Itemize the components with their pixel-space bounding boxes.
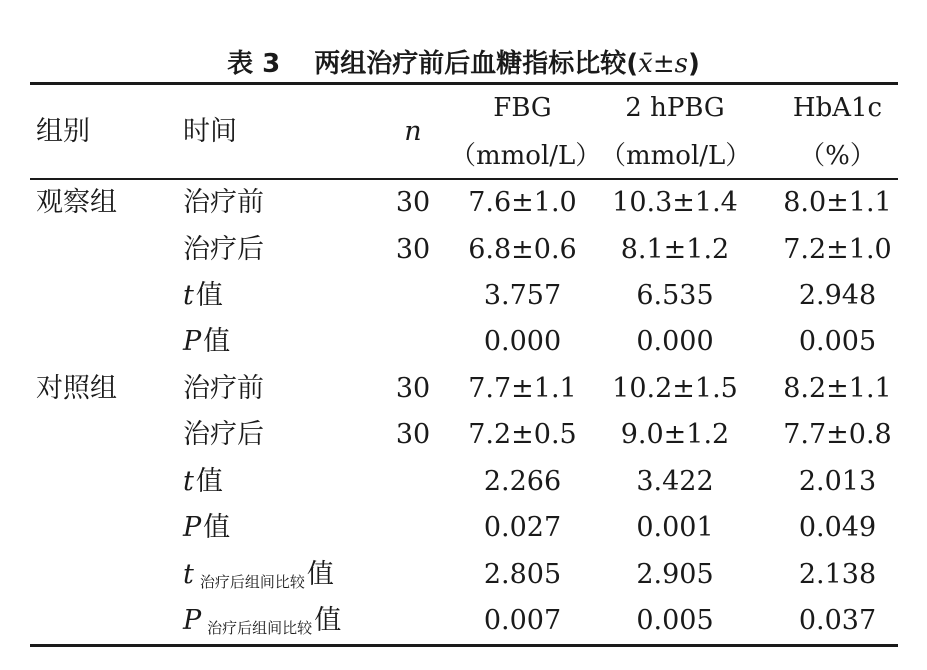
row-time: 治疗前 xyxy=(183,187,264,218)
stat-symbol: t xyxy=(183,466,194,497)
header-hba: HbA1c xyxy=(792,93,883,123)
row-hpbg: 6.535 xyxy=(636,280,714,311)
row-n: 30 xyxy=(395,419,431,450)
header-hpbg: 2 hPBG xyxy=(625,93,725,123)
stat-suffix: 值 xyxy=(306,559,334,590)
row-hba: 7.2±1.0 xyxy=(783,234,892,265)
stat-symbol: t xyxy=(183,559,194,590)
row-n: 30 xyxy=(395,234,431,265)
header-n: n xyxy=(404,116,422,147)
row-time xyxy=(183,322,230,362)
header-rule xyxy=(30,178,898,180)
stat-symbol: P xyxy=(183,605,202,636)
row-hpbg: 2.905 xyxy=(636,559,714,590)
row-time: 治疗前 xyxy=(183,373,264,404)
row-fbg: 6.8±0.6 xyxy=(468,234,577,265)
row-fbg: 2.266 xyxy=(483,466,562,497)
stat-suffix: 值 xyxy=(195,280,223,311)
table-title-stat: x̄±s xyxy=(638,49,688,79)
row-hba: 8.0±1.1 xyxy=(783,187,892,218)
stat-suffix: 值 xyxy=(195,466,223,497)
row-fbg: 7.6±1.0 xyxy=(468,187,577,218)
header-hba-unit: （%） xyxy=(799,141,876,171)
row-time xyxy=(183,508,230,548)
row-group: 观察组 xyxy=(36,187,117,218)
header-fbg-unit: （mmol/L） xyxy=(450,141,602,171)
row-hpbg: 0.000 xyxy=(636,326,714,357)
table-title-text: 两组治疗前后血糖指标比较( xyxy=(314,49,639,79)
table-number: 表 3 xyxy=(227,49,281,79)
row-hba: 8.2±1.1 xyxy=(783,373,892,404)
header-hpbg-unit: （mmol/L） xyxy=(600,141,752,171)
stat-subscript: 治疗后组间比较 xyxy=(199,573,305,591)
row-hba: 0.037 xyxy=(798,605,877,636)
row-hpbg: 3.422 xyxy=(636,466,714,497)
row-hpbg: 0.005 xyxy=(636,605,714,636)
bottom-rule xyxy=(30,644,898,647)
row-fbg: 0.007 xyxy=(483,605,562,636)
row-fbg: 3.757 xyxy=(483,280,562,311)
row-n: 30 xyxy=(395,373,431,404)
row-n: 30 xyxy=(395,187,431,218)
row-hba: 2.948 xyxy=(798,280,877,311)
row-hba: 0.049 xyxy=(798,512,877,543)
row-hpbg: 9.0±1.2 xyxy=(620,419,730,450)
row-hba: 7.7±0.8 xyxy=(783,419,892,450)
row-fbg: 0.027 xyxy=(483,512,562,543)
row-time xyxy=(183,276,223,316)
row-hpbg: 10.3±1.4 xyxy=(612,187,738,218)
row-fbg: 7.2±0.5 xyxy=(468,419,577,450)
row-hpbg: 10.2±1.5 xyxy=(612,373,738,404)
stat-symbol: P xyxy=(183,512,202,543)
row-hpbg: 8.1±1.2 xyxy=(620,234,730,265)
table-title xyxy=(0,44,927,84)
row-time xyxy=(183,555,334,595)
row-hpbg: 0.001 xyxy=(636,512,714,543)
stat-symbol: t xyxy=(183,280,194,311)
row-time xyxy=(183,462,223,502)
row-group: 对照组 xyxy=(36,373,117,404)
stat-suffix: 值 xyxy=(314,605,342,636)
table-title-close: ) xyxy=(687,49,700,79)
stat-symbol: P xyxy=(183,326,202,357)
top-rule xyxy=(30,82,898,85)
row-fbg: 0.000 xyxy=(483,326,562,357)
header-group: 组别 xyxy=(36,116,90,147)
row-time xyxy=(183,601,341,641)
row-hba: 2.138 xyxy=(798,559,877,590)
header-time: 时间 xyxy=(183,116,237,147)
stat-subscript: 治疗后组间比较 xyxy=(207,619,313,637)
stat-suffix: 值 xyxy=(203,512,231,543)
row-fbg: 2.805 xyxy=(483,559,562,590)
row-time: 治疗后 xyxy=(183,234,264,265)
row-hba: 2.013 xyxy=(798,466,877,497)
row-hba: 0.005 xyxy=(798,326,877,357)
row-time: 治疗后 xyxy=(183,419,264,450)
stat-suffix: 值 xyxy=(203,326,231,357)
header-fbg: FBG xyxy=(493,93,552,123)
row-fbg: 7.7±1.1 xyxy=(468,373,577,404)
